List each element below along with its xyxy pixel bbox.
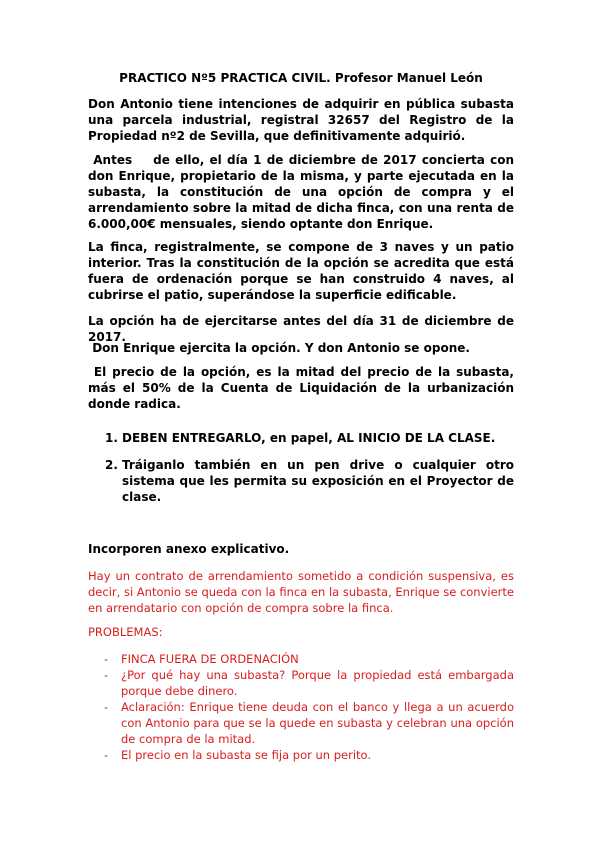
problem-text: Aclaración: Enrique tiene deuda con el banco y llega a un acuerdo con Antonio para que se la quede en subasta y celebran una opción de compra de la mitad.	[121, 700, 514, 746]
problem-item	[88, 667, 514, 699]
paragraph-price: El precio de la opción, es la mitad del precio de la subasta, más el 50% de la Cuenta de Liquidación de la urbanización donde radica.	[88, 365, 519, 411]
task-number: 1.	[105, 431, 118, 445]
problem-item	[88, 747, 514, 763]
list-dash: -	[104, 668, 109, 682]
page-title: PRACTICO Nº5 PRACTICA CIVIL. Profesor Manuel León	[119, 71, 483, 85]
problems-heading: PROBLEMAS:	[88, 625, 163, 639]
task-number: 2.	[105, 458, 118, 472]
explanation-paragraph: Hay un contrato de arrendamiento sometido a condición suspensiva, es decir, si Antonio se queda con la finca en la subasta, Enrique se convierte en arrendatario con opción de compra sobre la finca.	[88, 569, 514, 615]
paragraph-deadline: La opción ha de ejercitarse antes del día 31 de diciembre de 2017.	[88, 314, 514, 344]
task-item	[88, 430, 514, 446]
problem-text: ¿Por qué hay una subasta? Porque la propiedad está embargada porque debe dinero.	[121, 668, 514, 698]
task-text: Tráiganlo también en un pen drive o cualquier otro sistema que les permita su exposición en el Proyector de clase.	[122, 458, 514, 504]
annex-note: Incorporen anexo explicativo.	[88, 542, 290, 556]
paragraph-intro: Don Antonio tiene intenciones de adquirir en pública subasta una parcela industrial, registral 32657 del Registro de la Propiedad nº2 de Sevilla, que definitivamente adquirió.	[88, 97, 514, 143]
task-text: DEBEN ENTREGARLO, en papel, AL INICIO DE LA CLASE.	[122, 431, 496, 445]
list-dash: -	[104, 652, 109, 666]
task-list	[88, 430, 514, 505]
problem-text: El precio en la subasta se fija por un perito.	[121, 748, 372, 762]
paragraph-exercise: Don Enrique ejercita la opción. Y don Antonio se opone.	[88, 341, 470, 355]
problem-item	[88, 651, 514, 667]
task-item	[88, 457, 514, 505]
list-dash: -	[104, 748, 109, 762]
problem-item	[88, 699, 514, 747]
problem-text: FINCA FUERA DE ORDENACIÓN	[121, 652, 299, 666]
problems-list	[88, 651, 514, 763]
paragraph-property: La finca, registralmente, se compone de 3 naves y un patio interior. Tras la constitución de la opción se acredita que está fuera de ordenación porque se han construido 4 naves, al cubrirse el patio, superándose la superficie edificable.	[88, 240, 514, 302]
paragraph-option-contract: Antes de ello, el día 1 de diciembre de 2017 concierta con don Enrique, propietario de la misma, y parte ejecutada en la subasta, la constitución de una opción de compra y el arrendamiento sobre la mitad de dicha finca, con una renta de 6.000,00€ mensuales, siendo optante don Enrique.	[88, 153, 519, 231]
list-dash: -	[104, 700, 109, 714]
